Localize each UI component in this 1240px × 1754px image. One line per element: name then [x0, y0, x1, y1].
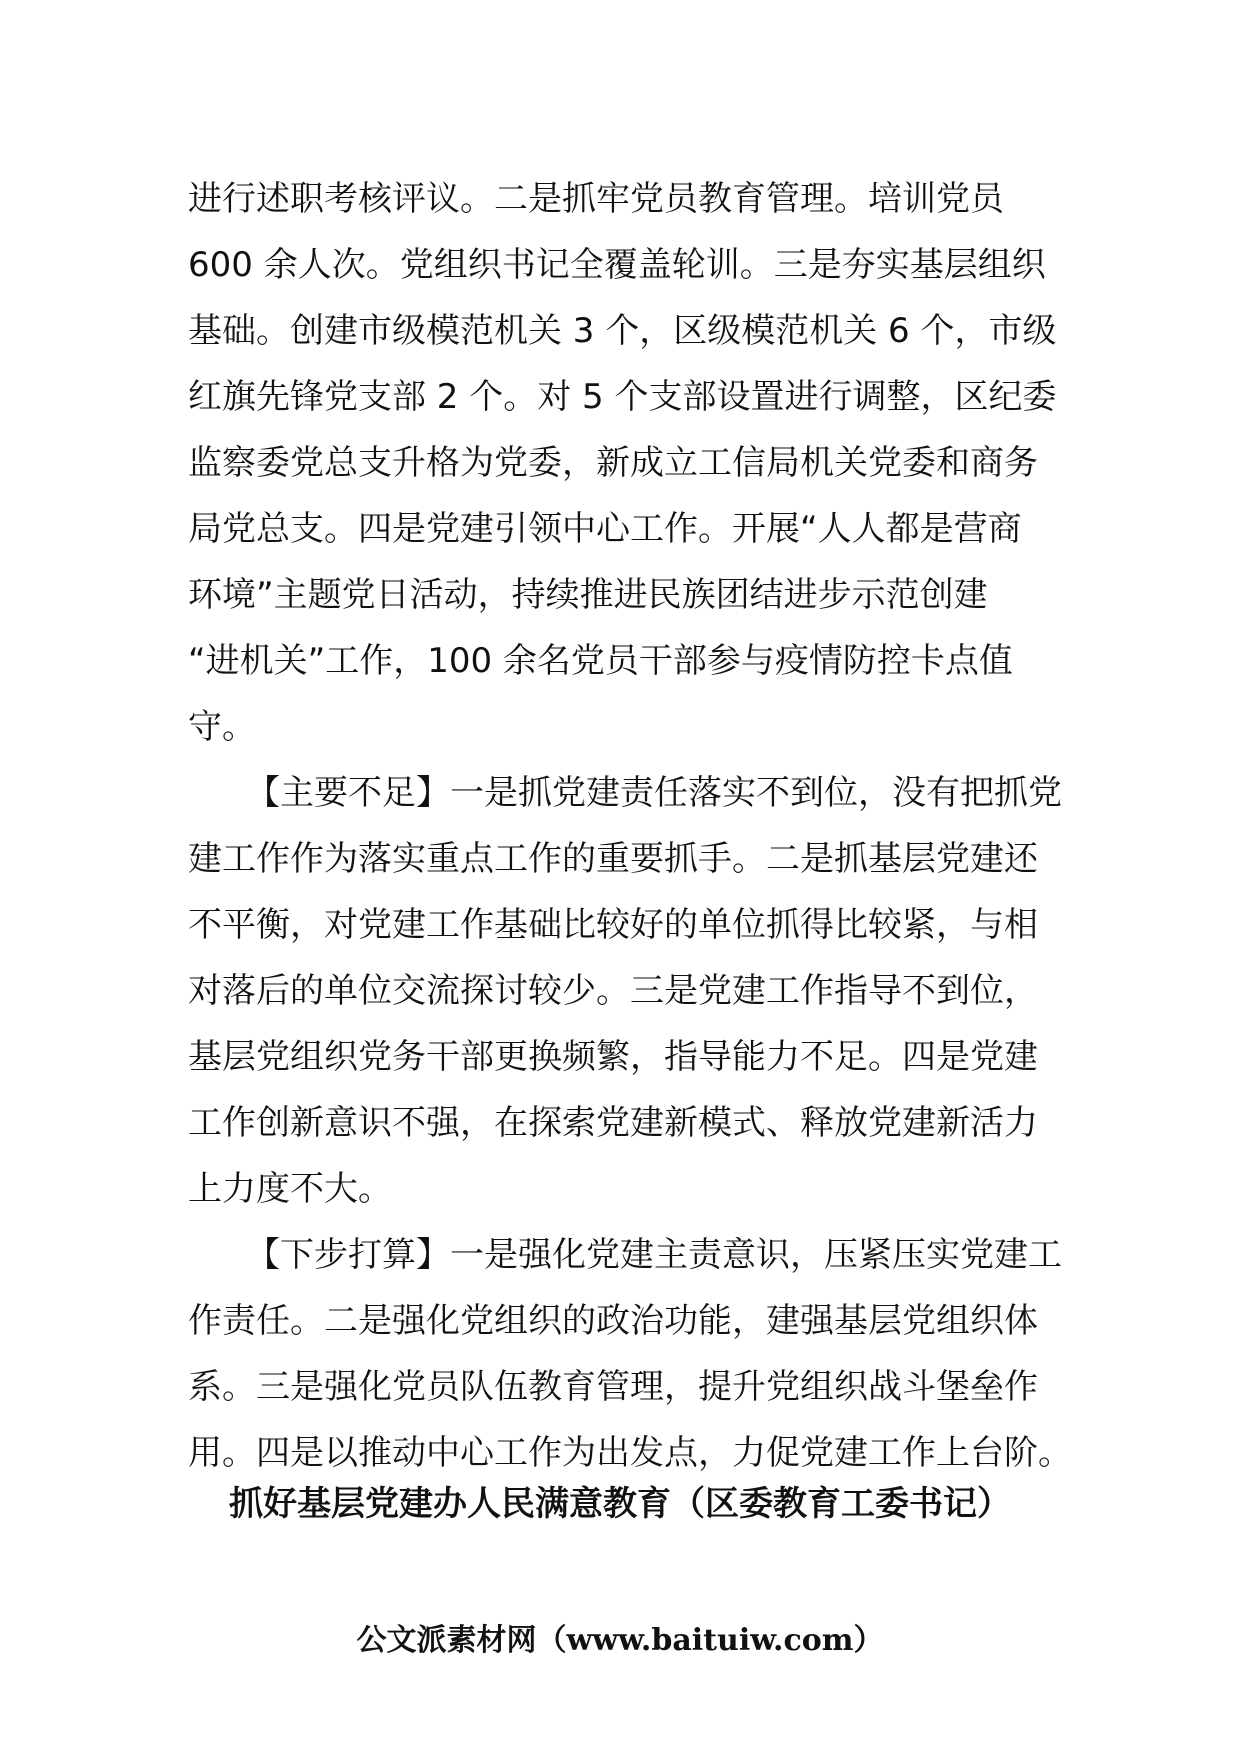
text-line: “进机关”工作，100 余名党员干部参与疫情防控卡点值	[188, 641, 1013, 681]
text-line: 环境”主题党日活动，持续推进民族团结进步示范创建	[188, 575, 988, 615]
text-line: 进行述职考核评议。二是抓牢党员教育管理。培训党员	[188, 179, 1004, 219]
text-line: 工作创新意识不强，在探索党建新模式、释放党建新活力	[188, 1103, 1038, 1143]
text-line: 系。三是强化党员队伍教育管理，提升党组织战斗堡垒作	[188, 1367, 1038, 1407]
text-line: 基层党组织党务干部更换频繁，指导能力不足。四是党建	[188, 1037, 1038, 1077]
text-line: 上力度不大。	[188, 1169, 392, 1209]
text-line: 对落后的单位交流探讨较少。三是党建工作指导不到位，	[188, 971, 1038, 1011]
text-line: 建工作作为落实重点工作的重要抓手。二是抓基层党建还	[188, 839, 1038, 879]
text-line: 【主要不足】一是抓党建责任落实不到位，没有把抓党	[246, 773, 1062, 813]
text-line: 600 余人次。党组织书记全覆盖轮训。三是夯实基层组织	[188, 245, 1046, 285]
section-title: 抓好基层党建办人民满意教育（区委教育工委书记）	[229, 1484, 1011, 1524]
text-line: 基础。创建市级模范机关 3 个，区级模范机关 6 个，市级	[188, 311, 1057, 351]
text-line: 监察委党总支升格为党委，新成立工信局机关党委和商务	[188, 443, 1038, 483]
text-line: 红旗先锋党支部 2 个。对 5 个支部设置进行调整，区纪委	[188, 377, 1057, 417]
text-line: 守。	[188, 707, 256, 747]
text-line: 不平衡，对党建工作基础比较好的单位抓得比较紧，与相	[188, 905, 1038, 945]
body-text	[188, 166, 1072, 1486]
text-line: 局党总支。四是党建引领中心工作。开展“人人都是营商	[188, 509, 1022, 549]
text-line: 作责任。二是强化党组织的政治功能，建强基层党组织体	[188, 1301, 1038, 1341]
footer-source: 公文派素材网（www.baituiw.com）	[356, 1623, 884, 1658]
text-line: 用。四是以推动中心工作为出发点，力促党建工作上台阶。	[188, 1433, 1072, 1473]
text-line: 【下步打算】一是强化党建主责意识，压紧压实党建工	[246, 1235, 1062, 1275]
